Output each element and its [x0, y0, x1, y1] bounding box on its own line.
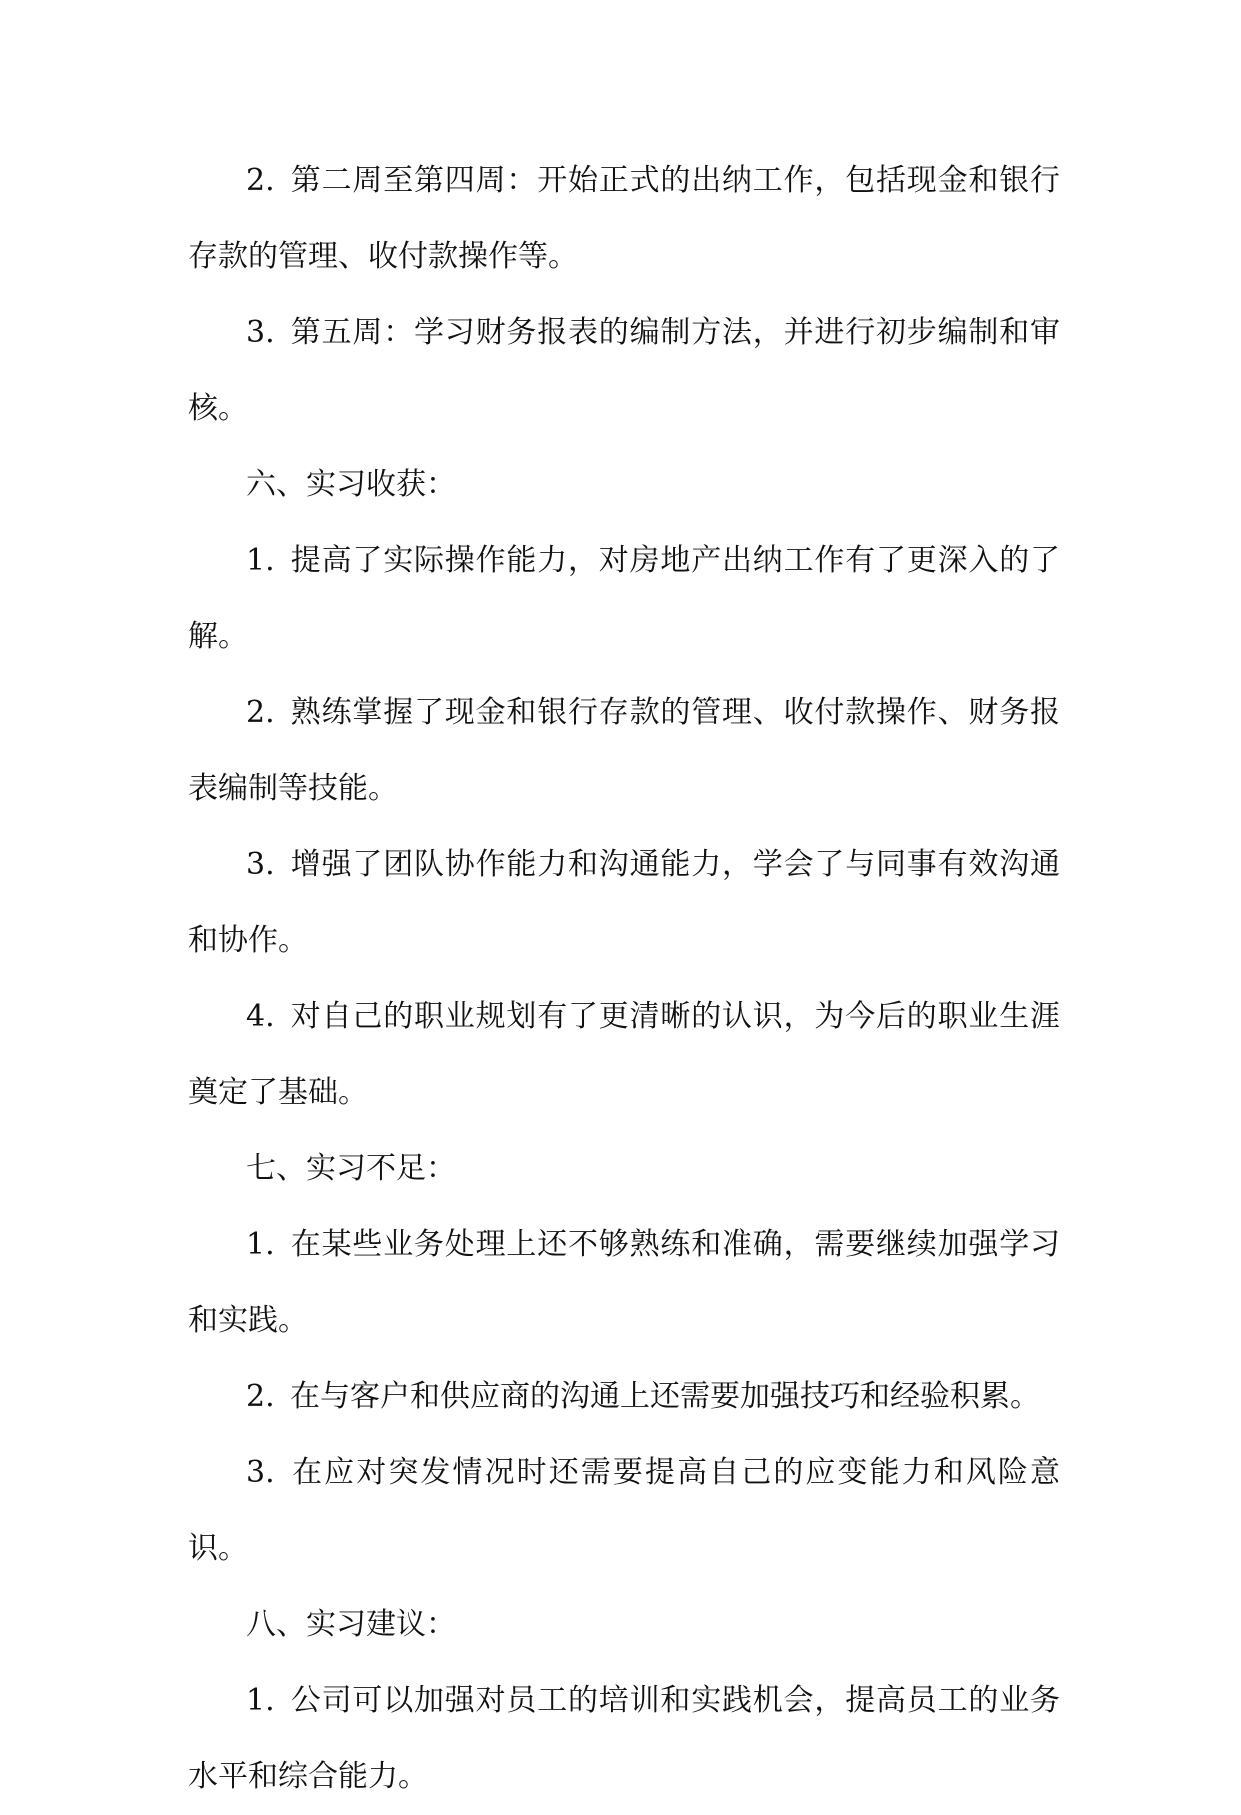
list-number: 3. — [246, 1455, 275, 1490]
section-heading — [188, 447, 1060, 523]
list-number: 1. — [246, 1683, 275, 1718]
paragraph-text: 熟练掌握了现金和银行存款的管理、收付款操作、财务报表编制等技能。 — [188, 695, 1060, 806]
paragraph-text: 对自己的职业规划有了更清晰的认识，为今后的职业生涯奠定了基础。 — [188, 999, 1060, 1110]
list-number: 2. — [246, 163, 275, 198]
section-heading-text: 八、实习建议： — [246, 1607, 456, 1642]
list-number: 1. — [246, 1227, 275, 1262]
list-item — [188, 143, 1060, 295]
paragraph-text: 在与客户和供应商的沟通上还需要加强技巧和经验积累。 — [290, 1379, 1040, 1414]
list-item — [188, 1207, 1060, 1359]
list-item — [188, 675, 1060, 827]
paragraph-text: 在某些业务处理上还不够熟练和准确，需要继续加强学习和实践。 — [188, 1227, 1060, 1338]
paragraph-text: 第五周：学习财务报表的编制方法，并进行初步编制和审核。 — [188, 315, 1060, 426]
list-number: 2. — [246, 695, 275, 730]
list-item — [188, 979, 1060, 1131]
list-number: 3. — [246, 315, 275, 350]
section-heading-text: 七、实习不足： — [246, 1151, 456, 1186]
list-item — [188, 1359, 1060, 1435]
list-number: 2. — [246, 1379, 275, 1414]
paragraph-text: 增强了团队协作能力和沟通能力，学会了与同事有效沟通和协作。 — [188, 847, 1060, 958]
section-heading-text: 六、实习收获： — [246, 467, 456, 502]
list-item — [188, 523, 1060, 675]
list-number: 4. — [246, 999, 275, 1034]
list-item — [188, 295, 1060, 447]
paragraph-text: 公司可以加强对员工的培训和实践机会，提高员工的业务水平和综合能力。 — [188, 1683, 1060, 1794]
paragraph-text: 第二周至第四周：开始正式的出纳工作，包括现金和银行存款的管理、收付款操作等。 — [188, 163, 1060, 274]
section-heading — [188, 1131, 1060, 1207]
list-item — [188, 1435, 1060, 1587]
paragraph-text: 在应对突发情况时还需要提高自己的应变能力和风险意识。 — [188, 1455, 1060, 1566]
list-item — [188, 1663, 1060, 1815]
document-body — [188, 143, 1060, 1815]
list-number: 3. — [246, 847, 275, 882]
paragraph-text: 提高了实际操作能力，对房地产出纳工作有了更深入的了解。 — [188, 543, 1060, 654]
list-item — [188, 827, 1060, 979]
section-heading — [188, 1587, 1060, 1663]
list-number: 1. — [246, 543, 275, 578]
